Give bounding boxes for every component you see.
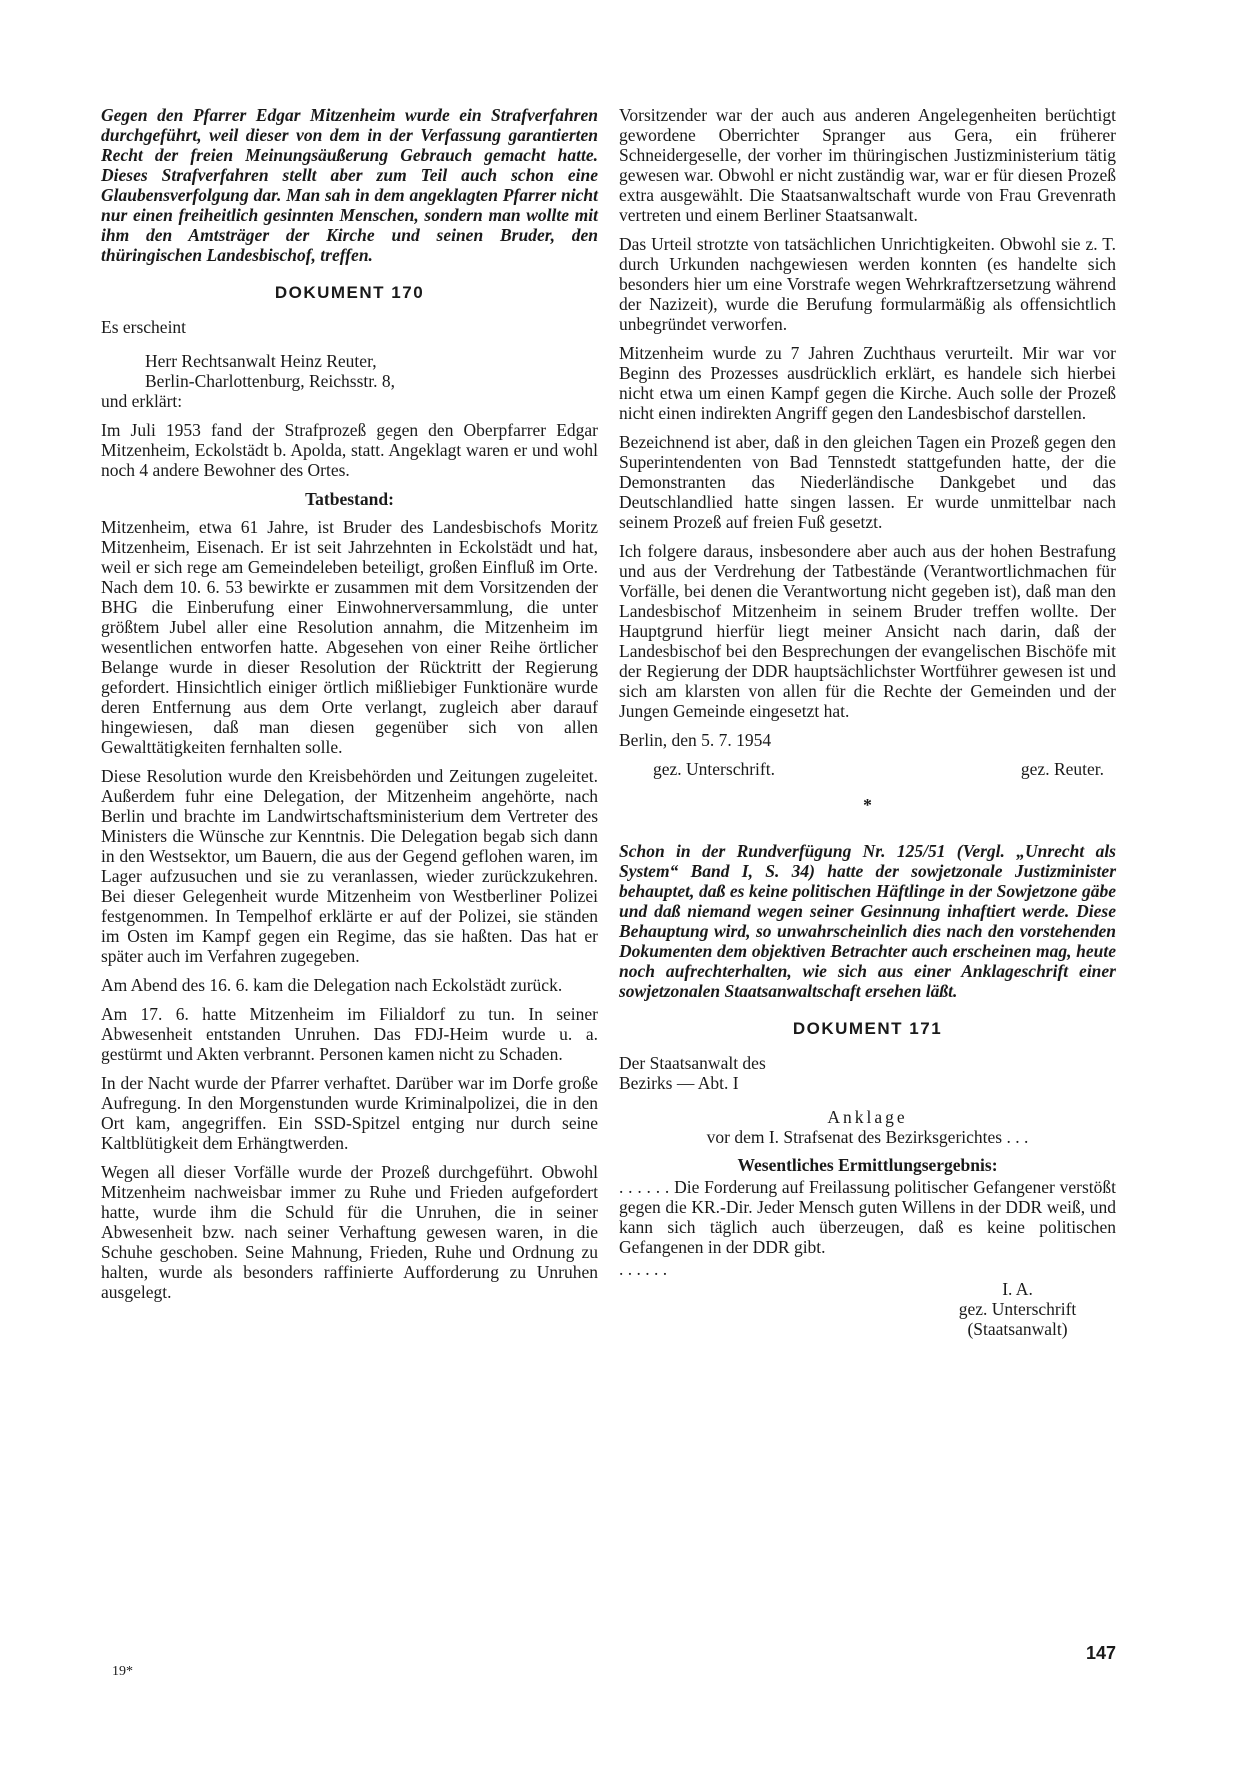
paragraph: Im Juli 1953 fand der Strafprozeß gegen den Oberpfarrer Edgar Mitzenheim, Eckolstädt b. Apolda, statt. Angeklagt waren er und wohl noch 4 andere Bewohner des Ortes. bbox=[101, 420, 598, 480]
page-number: 147 bbox=[1086, 1643, 1117, 1663]
paragraph: Mitzenheim, etwa 61 Jahre, ist Bruder des Landesbischofs Moritz Mitzenheim, Eisenach. Er ist seit Jahrzehnten in Eckolstädt und hat, weil er sich rege am Gemeindeleben beteiligt, großen Einfluß im Orte. Nach dem 10. 6. 53 bewirkte er zusammen mit dem Vorsitzenden der BHG die Einberufung einer Einwohnerversammlung, die unter größtem Jubel aller eine Resolution annahm, die Mitzenheim im wesentlichen entworfen hatte. Abgesehen von einer Reihe örtlicher Belange wurde in dieser Resolution der Rücktritt der Regierung gefordert. Hinsichtlich einiger örtlich mißliebiger Funktionäre wurde deren Entfernung aus dem Orte verlangt, zugleich aber darauf hingewiesen, daß man diesen gegenüber sich von allen Gewalttätigkeiten fernhalten solle. bbox=[101, 517, 598, 757]
ellipsis-dots: . . . . . . bbox=[619, 1259, 668, 1279]
ia-line: I. A. bbox=[1002, 1279, 1033, 1299]
paragraph: Am 17. 6. hatte Mitzenheim im Filialdorf zu tun. In seiner Abwesenheit entstanden Unruhen. Das FDJ-Heim wurde u. a. gestürmt und Akten verbrannt. Personen kamen nicht zu Schaden. bbox=[101, 1004, 598, 1064]
document-171-heading: DOKUMENT 171 bbox=[792, 1019, 943, 1038]
address-line-2: Berlin-Charlottenburg, Reichsstr. 8, bbox=[145, 371, 395, 391]
paragraph: Das Urteil strotzte von tatsächlichen Unrichtigkeiten. Obwohl sie z. T. durch Urkunden nachgewiesen werden konnten (es handelte sich besonders hier um eine Vorstrafe wegen Wehrkraftzersetzung während der Nazizeit), wurde die Berufung formularmäßig als offensichtlich unbegründet verworfen. bbox=[619, 234, 1116, 334]
signature-right: gez. Reuter. bbox=[1020, 759, 1104, 779]
es-erscheint: Es erscheint bbox=[101, 317, 187, 337]
prosecutor-address-2: Bezirks — Abt. I bbox=[619, 1073, 739, 1093]
italic-commentary: Schon in der Rundverfügung Nr. 125/51 (Vergl. „Unrecht als System“ Band I, S. 34) hatte der sowjetzonale Justizminister behauptet, daß es keine politischen Häftlinge in der Sowjetzone gäbe und daß niemand wegen seiner Gesinnung inhaftiert werde. Diese Behauptung wird, so unwahrscheinlich dies nach den vorstehenden Dokumenten dem objektiven Betrachter auch erscheinen mag, heute noch aufrechterhalten, wie sich aus einer Anklageschrift einer sowjetzonalen Staatsanwaltschaft ersehen läßt. bbox=[619, 841, 1116, 1001]
indictment-body: . . . . . . Die Forderung auf Freilassung politischer Gefangener verstößt gegen die KR.-Dir. Jeder Mensch guten Willens in der DDR weiß, und kann sich täglich auch überzeugen, daß es keine politischen Gefangenen in der DDR gibt. bbox=[619, 1177, 1116, 1257]
right-column bbox=[619, 105, 1116, 1339]
address-line-1: Herr Rechtsanwalt Heinz Reuter, bbox=[145, 351, 377, 371]
tatbestand-heading: Tatbestand: bbox=[305, 489, 394, 509]
ermittlung-heading: Wesentliches Ermittlungsergebnis: bbox=[737, 1155, 998, 1175]
paragraph: Vorsitzender war der auch aus anderen Angelegenheiten berüchtigt gewordene Oberrichter Spranger aus Gera, ein früherer Schneidergeselle, der vorher im thüringischen Justizministerium tätig gewesen war. Obwohl er nicht zuständig war, war er für diesen Prozeß extra ausgewählt. Die Staatsanwaltschaft wurde von Frau Grevenrath vertreten und einem Berliner Staatsanwalt. bbox=[619, 105, 1116, 225]
paragraph: Ich folgere daraus, insbesondere aber auch aus der hohen Bestrafung und aus der Verdrehung der Tatbestände (Verantwortlichmachen für Vorfälle, bei denen die Verantwortung nicht gegeben ist), daß man den Landesbischof Mitzenheim in seinem Bruder treffen wollte. Der Hauptgrund hierfür liegt meiner Ansicht nach darin, daß der Landesbischof bei den Besprechungen der evangelischen Bischöfe mit der Regierung der DDR hauptsächlichster Wortführer gewesen ist und sich am klarsten von allen für die Rechte der Gemeinden und der Jungen Gemeinde eingesetzt hat. bbox=[619, 541, 1116, 721]
paragraph: Bezeichnend ist aber, daß in den gleichen Tagen ein Prozeß gegen den Superintendenten von Bad Tennstedt stattgefunden hatte, der die Demonstranten das Niederländische Dankgebet und das Deutschlandlied hatte singen lassen. Er wurde unmittelbar nach seinem Prozeß auf freien Fuß gesetzt. bbox=[619, 432, 1116, 532]
signatures bbox=[619, 759, 1116, 779]
prosecutor-address-1: Der Staatsanwalt des bbox=[619, 1053, 766, 1073]
court-line: vor dem I. Strafsenat des Bezirksgerichtes . . . bbox=[706, 1127, 1029, 1147]
document-170-heading: DOKUMENT 170 bbox=[274, 283, 425, 302]
paragraph: In der Nacht wurde der Pfarrer verhaftet. Darüber war im Dorfe große Aufregung. In den Morgenstunden wurde Kriminalpolizei, die in den Ort kam, angegriffen. Ein SSD-Spitzel entging nur durch seine Kaltblütigkeit dem Erhängtwerden. bbox=[101, 1073, 598, 1153]
left-column bbox=[101, 105, 598, 1311]
date-line: Berlin, den 5. 7. 1954 bbox=[619, 730, 772, 750]
paragraph: Wegen all dieser Vorfälle wurde der Prozeß durchgeführt. Obwohl Mitzenheim nachweisbar immer zu Ruhe und Frieden aufgefordert hatte, wurde ihm die Schuld für die Unruhen, die in seiner Abwesenheit bzw. nach seiner Verhaftung gewesen waren, in die Schuhe geschoben. Seine Mahnung, Frieden, Ruhe und Ordnung zu halten, wurde als besonders raffinierte Aufforderung zu Unruhen ausgelegt. bbox=[101, 1162, 598, 1302]
intro-paragraph: Gegen den Pfarrer Edgar Mitzenheim wurde ein Strafverfahren durchgeführt, weil dieser von dem in der Verfassung garantierten Recht der freien Meinungsäußerung Gebrauch gemacht hatte. Dieses Strafverfahren stellt aber zum Teil auch schon eine Glaubensverfolgung dar. Man sah in dem angeklagten Pfarrer nicht nur einen freiheitlich gesinnten Menschen, sondern man wollte mit ihm den Amtsträger der Kirche und seinen Bruder, den thüringischen Landesbischof, treffen. bbox=[101, 105, 598, 265]
paragraph: Diese Resolution wurde den Kreisbehörden und Zeitungen zugeleitet. Außerdem fuhr eine Delegation, der Mitzenheim angehörte, nach Berlin und brachte im Landwirtschaftsministerium dem Vertreter des Ministers die Wünsche zur Kenntnis. Die Delegation begab sich dann in den Westsektor, um Bauern, die aus der Gegend geflohen waren, im Lager aufzusuchen und sie zu veranlassen, wieder zurückzukehren. Bei dieser Gelegenheit wurde Mitzenheim von Westberliner Polizei festgenommen. In Tempelhof erklärte er auf der Polizei, sie ständen im Osten im Kampf gegen ein Regime, das sie haßten. Das hat er später auch im Verfahren zugegeben. bbox=[101, 766, 598, 966]
paragraph: Mitzenheim wurde zu 7 Jahren Zuchthaus verurteilt. Mir war vor Beginn des Prozesses ausdrücklich erklärt, es handele sich hierbei nicht etwa um einen Kampf gegen die Kirche. Auch solle der Prozeß nicht einen indirekten Angriff gegen den Landesbischof darstellen. bbox=[619, 343, 1116, 423]
paragraph: Am Abend des 16. 6. kam die Delegation nach Eckolstädt zurück. bbox=[101, 975, 563, 995]
gez-line: gez. Unterschrift bbox=[958, 1299, 1077, 1319]
signature-left: gez. Unterschrift. bbox=[653, 759, 775, 779]
separator-star: * bbox=[863, 795, 872, 815]
signature-mark: 19* bbox=[112, 1664, 133, 1679]
und-erklaert: und erklärt: bbox=[101, 391, 183, 411]
anklage-title: Anklage bbox=[827, 1107, 908, 1127]
staatsanwalt-line: (Staatsanwalt) bbox=[967, 1319, 1068, 1339]
